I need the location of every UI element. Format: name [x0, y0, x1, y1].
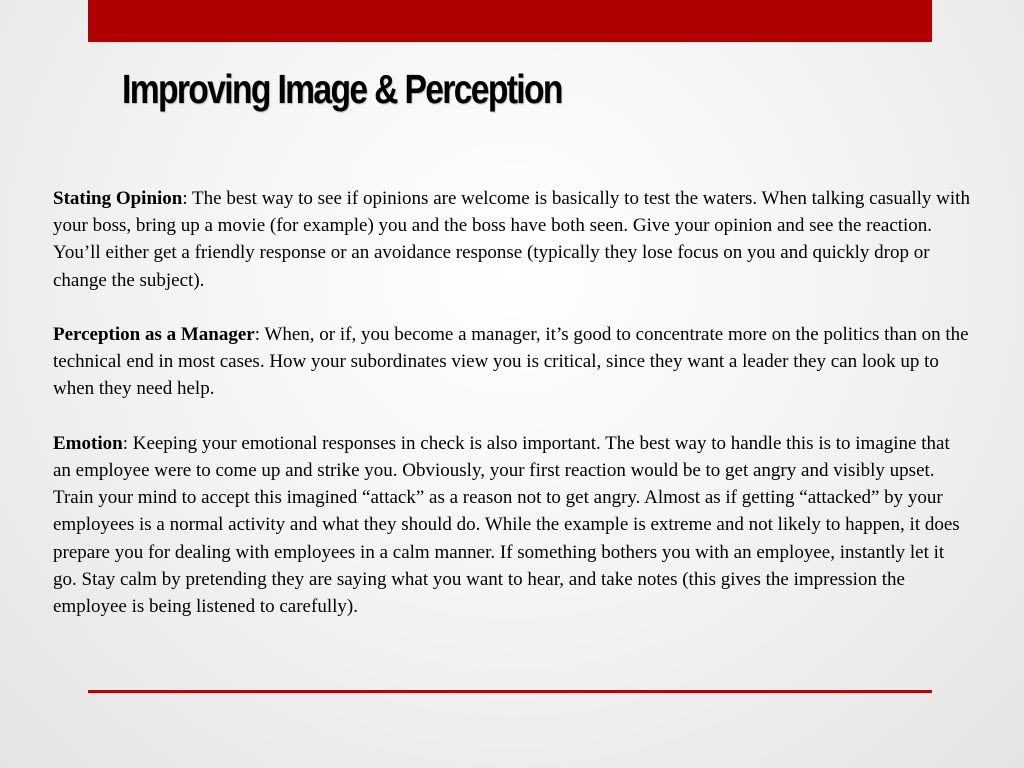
- slide-body: [53, 185, 971, 620]
- paragraph-emotion: [53, 430, 971, 620]
- paragraph-text: : The best way to see if opinions are welcome is basically to test the waters. When talking casually with your boss, bring up a movie (for example) you and the boss have both seen. Give your opinion and see the reaction. You’ll either get a friendly response or an avoidance response (typically they lose focus on you and quickly drop or change the subject).: [53, 188, 970, 291]
- paragraph-text: : When, or if, you become a manager, it’s good to concentrate more on the politics than on the technical end in most cases. How your subordinates view you is critical, since they want a leader they can look up to when they need help.: [53, 324, 969, 400]
- paragraph-term: Emotion: [53, 432, 123, 454]
- paragraph-text: : Keeping your emotional responses in check is also important. The best way to handle this is to imagine that an employee were to come up and strike you. Obviously, your first reaction would be to get angry and visibly upset. Train your mind to accept this imagined “attack” as a reason not to get angry. Almost as if getting “attacked” by your employees is a normal activity and what they should do. While the example is extreme and not likely to happen, it does prepare you for dealing with employees in a calm manner. If something bothers you with an employee, instantly let it go. Stay calm by pretending they are saying what you want to hear, and take notes (this gives the impression the employee is being listened to carefully).: [53, 432, 960, 618]
- paragraph-term: Perception as a Manager: [53, 324, 255, 345]
- top-accent-bar: [88, 0, 932, 42]
- paragraph-perception-as-manager: [53, 321, 971, 403]
- slide-title: Improving Image & Perception: [122, 66, 562, 112]
- bottom-accent-rule: [88, 690, 932, 693]
- paragraph-stating-opinion: [53, 185, 971, 294]
- paragraph-term: Stating Opinion: [53, 188, 183, 209]
